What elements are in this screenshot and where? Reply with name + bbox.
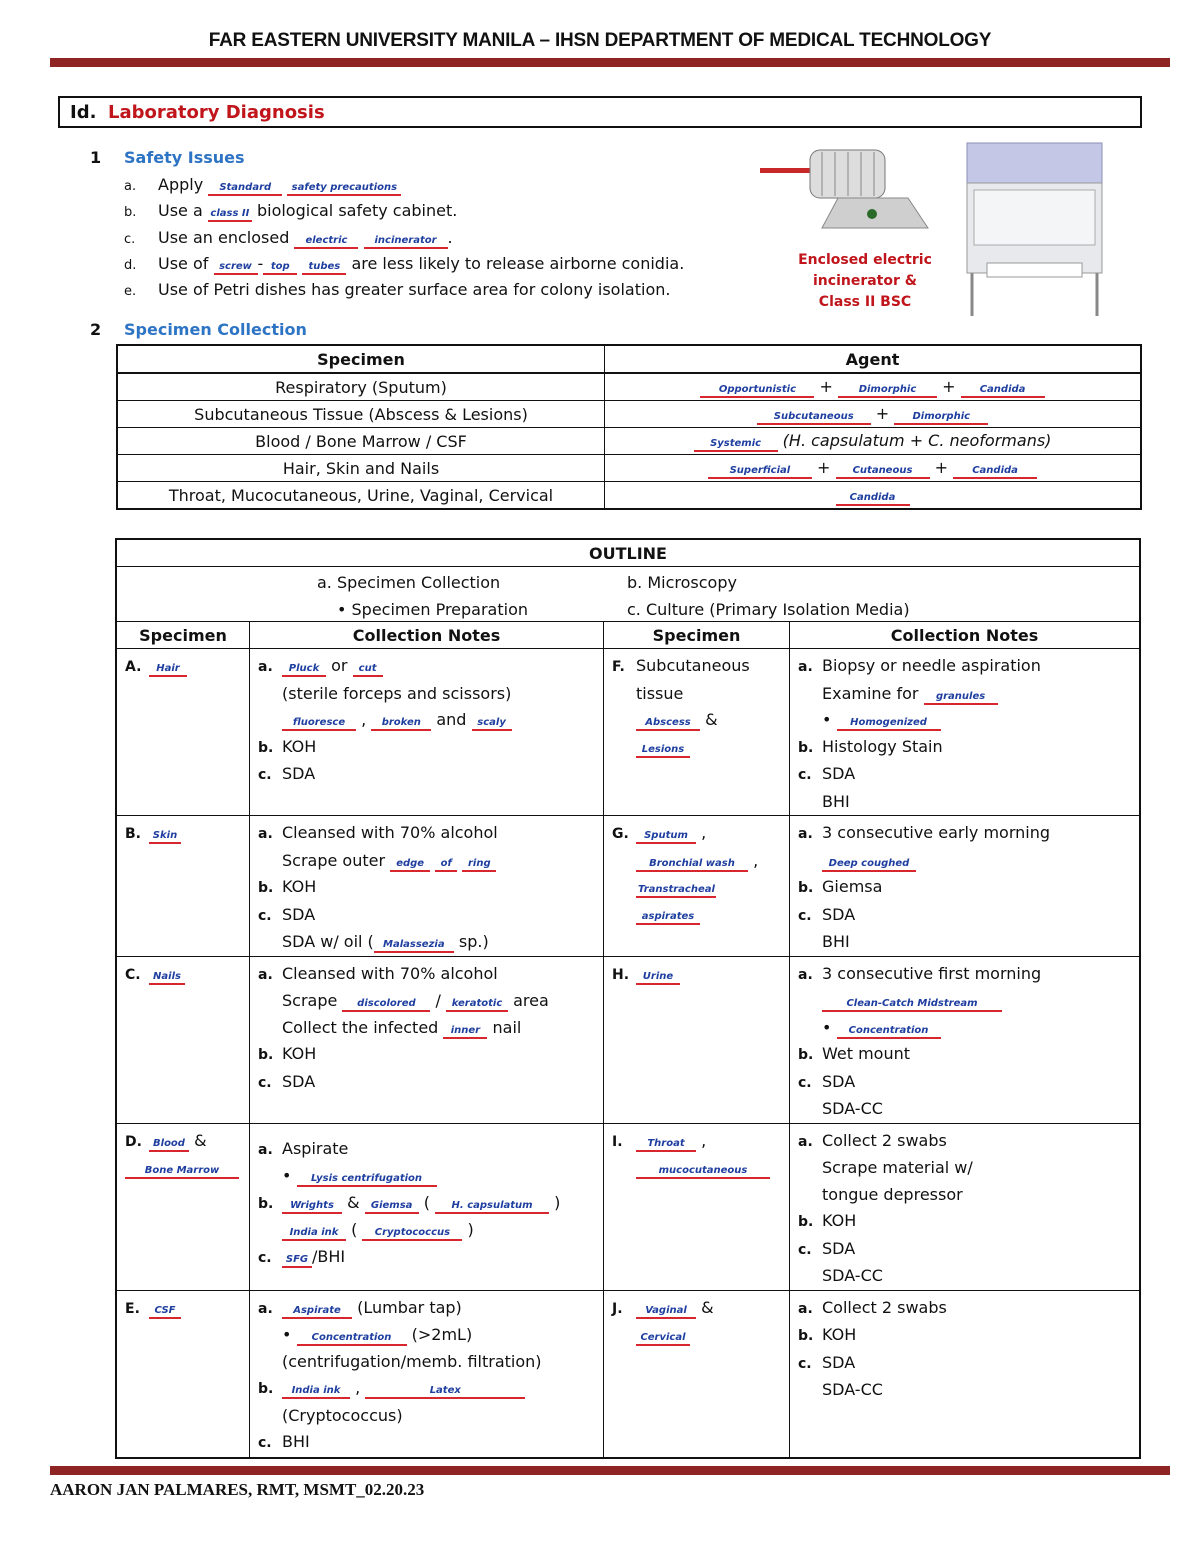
table-row xyxy=(117,428,1141,455)
table-cell: Superficial + Cutaneous + Candida xyxy=(605,455,1142,482)
handwritten-answer: Throat xyxy=(636,1137,696,1152)
table-header-cell: Specimen xyxy=(117,345,605,373)
table-cell xyxy=(790,1123,1141,1290)
cell-line: SDA-CC xyxy=(822,1099,883,1118)
cell-line: a. Aspirate xyxy=(258,1138,349,1158)
handwritten-answer: cut xyxy=(353,662,383,677)
handwritten-answer: aspirates xyxy=(636,910,700,925)
cell-line: b. KOH xyxy=(258,736,317,756)
handwritten-answer: mucocutaneous xyxy=(636,1164,770,1179)
list-number: 2 xyxy=(90,320,102,339)
safety-item: c. Use an enclosed electric incinerator . xyxy=(124,228,453,247)
cell-line xyxy=(604,649,789,760)
cell-line xyxy=(612,1322,781,1349)
handwritten-answer: Latex xyxy=(365,1384,525,1399)
table-cell xyxy=(250,1290,604,1458)
cell-line: b. KOH xyxy=(798,1211,857,1230)
table-row xyxy=(116,1123,1140,1290)
handwritten-answer: class II xyxy=(208,207,252,222)
handwritten-answer: Concentration xyxy=(837,1024,941,1039)
table-cell xyxy=(790,816,1141,957)
cell-line: (centrifugation/memb. filtration) xyxy=(282,1351,542,1371)
outline-title: OUTLINE xyxy=(116,539,1140,567)
handwritten-answer: Bone Marrow xyxy=(125,1164,239,1179)
cell-line: a. Pluck or cut xyxy=(258,653,595,681)
handwritten-answer: safety precautions xyxy=(287,181,401,196)
cell-line: Scrape outer edge of ring xyxy=(258,848,595,875)
handwritten-answer: Deep coughed xyxy=(822,857,916,872)
table-cell xyxy=(790,1290,1141,1458)
handwritten-answer: Candida xyxy=(953,464,1037,479)
cell-line: Examine for granules xyxy=(798,681,1131,708)
cell-line: Collect the infected inner nail xyxy=(282,1017,522,1037)
table-row xyxy=(117,455,1141,482)
handwritten-answer: broken xyxy=(371,716,431,731)
table-header-cell: Specimen xyxy=(604,622,790,649)
handwritten-answer: Superficial xyxy=(708,464,812,479)
handwritten-answer: Abscess xyxy=(636,716,700,731)
cell-line: Bronchial wash , xyxy=(612,848,781,875)
cell-line: E. CSF xyxy=(117,1291,249,1323)
handwritten-answer: Clean-Catch Midstream xyxy=(822,997,1002,1012)
handwritten-answer: Skin xyxy=(149,829,181,844)
cell-line: • Concentration (>2mL) xyxy=(282,1325,473,1344)
table-cell xyxy=(604,649,790,816)
cell-line: SDA w/ oil ( Malassezia sp.) xyxy=(282,932,489,951)
table-header-cell: Specimen xyxy=(116,622,250,649)
cell-line xyxy=(604,1291,789,1349)
handwritten-answer: Bronchial wash xyxy=(636,857,748,872)
handwritten-answer: Standard xyxy=(208,181,282,196)
cell-line: b. Giemsa xyxy=(798,877,883,896)
cell-line xyxy=(790,957,1139,1123)
cell-line xyxy=(790,1291,1139,1404)
cell-line: fluoresce , broken and scaly xyxy=(258,707,595,734)
handwritten-answer: incinerator xyxy=(364,234,448,249)
handwritten-answer: electric xyxy=(294,234,358,249)
cell-line: A. Hair xyxy=(117,649,249,681)
cell-line: H. Urine xyxy=(604,957,789,989)
table-cell: Throat, Mucocutaneous, Urine, Vaginal, Cervical xyxy=(117,482,605,510)
header-rule xyxy=(50,58,1170,67)
table-cell xyxy=(116,1123,250,1290)
table-row xyxy=(116,1290,1140,1458)
outline-items: a. Specimen Collection • Specimen Preparation b. Microscopy c. Culture (Primary Isolation Media) xyxy=(116,567,1140,622)
cell-line: BHI xyxy=(822,791,850,811)
cell-line: Abscess & xyxy=(612,707,781,734)
cell-line: tongue depressor xyxy=(822,1184,963,1204)
safety-item: e. Use of Petri dishes has greater surface area for colony isolation. xyxy=(124,280,671,299)
handwritten-answer: Nails xyxy=(149,970,185,985)
handwritten-answer: inner xyxy=(443,1024,487,1039)
safety-item: b. Use a class II biological safety cabinet. xyxy=(124,201,458,220)
cell-line: • Homogenized xyxy=(798,707,1131,734)
incinerator-image xyxy=(760,140,940,240)
handwritten-answer: Sputum xyxy=(636,829,696,844)
table-header-cell: Agent xyxy=(605,345,1142,373)
cell-line: c. SDA xyxy=(798,1352,856,1372)
cell-line: • Lysis centrifugation xyxy=(258,1163,595,1190)
cell-line: b. KOH xyxy=(258,1044,317,1063)
cell-line: D. Blood & xyxy=(125,1130,207,1150)
cell-line: F. Subcutaneous xyxy=(612,656,750,675)
cell-line: Scrape material w/ xyxy=(822,1158,973,1177)
cell-line xyxy=(250,816,603,956)
handwritten-answer: screw xyxy=(214,260,258,275)
list-number: 1 xyxy=(90,148,102,167)
cell-line: (sterile forceps and scissors) xyxy=(282,683,512,703)
cell-line: a. Cleansed with 70% alcohol xyxy=(258,823,498,842)
table-cell: Respiratory (Sputum) xyxy=(117,373,605,401)
cell-line: c. SDA xyxy=(798,1238,856,1258)
handwritten-answer: Cervical xyxy=(636,1331,690,1346)
table-cell: Subcutaneous Tissue (Abscess & Lesions) xyxy=(117,401,605,428)
cell-line xyxy=(790,816,1139,956)
cell-line: b. Wrights & Giemsa ( H. capsulatum ) xyxy=(258,1192,561,1212)
cell-line xyxy=(612,1155,781,1182)
table-row xyxy=(116,816,1140,957)
section-id: Id. xyxy=(70,102,97,123)
footer-rule xyxy=(50,1466,1170,1475)
table-cell xyxy=(790,649,1141,816)
table-cell xyxy=(250,1123,604,1290)
table-row xyxy=(116,956,1140,1123)
handwritten-answer: ring xyxy=(462,857,496,872)
cell-line xyxy=(250,649,603,789)
cell-line: c. SDA xyxy=(798,1071,856,1091)
handwritten-answer: fluoresce xyxy=(282,716,356,731)
table-header-cell: Collection Notes xyxy=(250,622,604,649)
cell-line: a. Biopsy or needle aspiration xyxy=(798,656,1041,675)
cell-line: B. Skin xyxy=(117,816,249,848)
table-cell xyxy=(604,1290,790,1458)
cell-line: c. SFG /BHI xyxy=(258,1246,346,1266)
table-cell xyxy=(790,956,1141,1123)
cell-line: b. KOH xyxy=(258,877,317,896)
table-cell xyxy=(250,956,604,1123)
biosafety-cabinet-image xyxy=(962,138,1107,318)
section-title-box xyxy=(58,96,1142,128)
handwritten-answer: H. capsulatum xyxy=(435,1199,549,1214)
cell-line xyxy=(250,1291,603,1457)
cell-line: c. BHI xyxy=(258,1432,310,1451)
handwritten-answer: of xyxy=(435,857,457,872)
handwritten-answer: Wrights xyxy=(282,1199,342,1214)
cell-line xyxy=(612,874,781,901)
cell-line: c. SDA xyxy=(258,904,316,924)
handwritten-answer: top xyxy=(263,260,297,275)
safety-heading: Safety Issues xyxy=(124,148,245,167)
outline-table xyxy=(115,538,1141,1459)
safety-item: a. Apply Standard safety precautions xyxy=(124,175,401,196)
handwritten-answer: tubes xyxy=(302,260,346,275)
handwritten-answer: Dimorphic xyxy=(894,410,988,425)
cell-line xyxy=(117,1124,249,1182)
cell-line: a. Collect 2 swabs xyxy=(798,1297,947,1317)
cell-line xyxy=(125,1155,241,1182)
cell-line: a. Cleansed with 70% alcohol xyxy=(258,963,498,983)
table-cell: Blood / Bone Marrow / CSF xyxy=(117,428,605,455)
handwritten-answer: Hair xyxy=(149,662,187,677)
cell-line: SDA-CC xyxy=(822,1380,883,1399)
handwritten-answer: keratotic xyxy=(446,997,508,1012)
handwritten-answer: Cryptococcus xyxy=(362,1226,462,1241)
handwritten-answer: Giemsa xyxy=(365,1199,419,1214)
handwritten-answer: Urine xyxy=(636,970,680,985)
handwritten-answer: SFG xyxy=(282,1253,312,1268)
cell-line xyxy=(612,901,781,928)
handwritten-answer: Subcutaneous xyxy=(757,410,871,425)
cell-line: c. SDA xyxy=(258,764,316,783)
table-cell xyxy=(250,649,604,816)
page-header: FAR EASTERN UNIVERSITY MANILA – IHSN DEPARTMENT OF MEDICAL TECHNOLOGY xyxy=(208,30,992,51)
table-cell xyxy=(250,816,604,957)
handwritten-answer: Lesions xyxy=(636,743,690,758)
specimen-agent-table xyxy=(116,344,1142,510)
handwritten-answer: Aspirate xyxy=(282,1304,352,1319)
handwritten-answer: granules xyxy=(924,690,998,705)
cell-line: J. Vaginal & xyxy=(612,1297,714,1317)
cell-line xyxy=(790,1124,1139,1290)
table-cell xyxy=(116,816,250,957)
handwritten-answer: Blood xyxy=(149,1137,189,1152)
handwritten-answer: discolored xyxy=(342,997,430,1012)
cell-line xyxy=(250,957,603,1097)
cell-line: a. Aspirate (Lumbar tap) xyxy=(258,1297,462,1317)
cell-line xyxy=(790,649,1139,815)
section-title: Laboratory Diagnosis xyxy=(108,102,325,123)
handwritten-answer: edge xyxy=(390,857,430,872)
handwritten-answer: scaly xyxy=(472,716,512,731)
table-header-cell: Collection Notes xyxy=(790,622,1141,649)
handwritten-answer: Lysis centrifugation xyxy=(297,1172,437,1187)
handwritten-answer: CSF xyxy=(149,1304,181,1319)
cell-line xyxy=(612,734,781,761)
handwritten-answer: Malassezia xyxy=(374,938,454,953)
cell-line: c. SDA xyxy=(798,764,856,783)
handwritten-answer: Candida xyxy=(961,383,1045,398)
handwritten-answer: Pluck xyxy=(282,662,326,677)
handwritten-answer: Concentration xyxy=(297,1331,407,1346)
table-cell xyxy=(116,649,250,816)
safety-item: d. Use of screw - top tubes are less likely to release airborne conidia. xyxy=(124,254,685,273)
cell-line xyxy=(798,848,1131,875)
cell-line: c. SDA xyxy=(798,904,856,924)
handwritten-answer: Systemic xyxy=(694,437,778,452)
table-cell xyxy=(116,1290,250,1458)
cell-line: India ink ( Cryptococcus ) xyxy=(258,1217,595,1244)
table-row xyxy=(117,401,1141,428)
table-cell xyxy=(604,956,790,1123)
cell-line: a. Collect 2 swabs xyxy=(798,1130,947,1150)
handwritten-answer: India ink xyxy=(282,1384,350,1399)
handwritten-answer: Dimorphic xyxy=(838,383,937,398)
cell-line: Scrape discolored / keratotic area xyxy=(282,991,549,1010)
table-cell xyxy=(116,956,250,1123)
cell-line: a. 3 consecutive first morning xyxy=(798,963,1042,983)
cell-line: BHI xyxy=(822,932,850,951)
table-cell: Subcutaneous + Dimorphic xyxy=(605,401,1142,428)
table-cell xyxy=(605,482,1142,510)
table-row xyxy=(116,649,1140,816)
cell-line xyxy=(250,1124,603,1272)
table-cell: Opportunistic + Dimorphic + Candida xyxy=(605,373,1142,401)
cell-line: b. KOH xyxy=(798,1325,857,1344)
cell-line: • Concentration xyxy=(798,1015,1131,1042)
cell-line: SDA-CC xyxy=(822,1266,883,1285)
image-caption: Enclosed electric incinerator & Class II BSC xyxy=(798,252,932,310)
cell-line: (Cryptococcus) xyxy=(282,1405,403,1425)
collection-heading: Specimen Collection xyxy=(124,320,307,339)
page-footer: AARON JAN PALMARES, RMT, MSMT_02.20.23 xyxy=(50,1480,425,1499)
cell-line: tissue xyxy=(636,683,684,703)
table-cell xyxy=(604,1123,790,1290)
cell-line xyxy=(604,1124,789,1182)
handwritten-answer: Opportunistic xyxy=(700,383,814,398)
cell-line xyxy=(604,816,789,927)
cell-line: I. Throat , xyxy=(612,1130,707,1150)
table-row xyxy=(117,373,1141,401)
table-row xyxy=(117,482,1141,510)
cell-line: G. Sputum , xyxy=(612,823,707,842)
handwritten-answer: India ink xyxy=(282,1226,346,1241)
cell-line: b. India ink , Latex xyxy=(258,1375,595,1403)
cell-line: a. 3 consecutive early morning xyxy=(798,823,1051,842)
handwritten-answer: Homogenized xyxy=(837,716,941,731)
cell-line: b. Histology Stain xyxy=(798,736,943,756)
cell-line: C. Nails xyxy=(117,957,249,989)
table-cell: Hair, Skin and Nails xyxy=(117,455,605,482)
cell-line: c. SDA xyxy=(258,1071,316,1091)
table-cell xyxy=(604,816,790,957)
cell-line: b. Wet mount xyxy=(798,1044,911,1063)
handwritten-answer: Transtracheal xyxy=(636,883,716,898)
handwritten-answer: Candida xyxy=(836,491,910,506)
handwritten-answer: Vaginal xyxy=(636,1304,696,1319)
cell-line xyxy=(798,988,1131,1015)
table-cell: Systemic (H. capsulatum + C. neoformans) xyxy=(605,428,1142,455)
handwritten-answer: Cutaneous xyxy=(836,464,930,479)
